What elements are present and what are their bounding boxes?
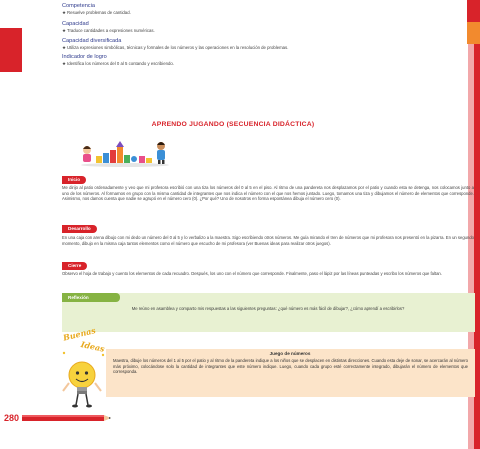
bullet-icon: ★	[62, 45, 66, 50]
capacity-div-block	[62, 38, 472, 50]
buenas-ideas-word1: Buenas	[62, 324, 97, 343]
child-right-icon	[157, 142, 165, 164]
reflection-box	[62, 293, 475, 332]
bullet-icon: ★	[62, 10, 66, 15]
competence-block	[62, 3, 462, 15]
bullet-icon: ★	[62, 28, 66, 33]
desarrollo-text: En una caja con arena dibujo con mi dedo un número del 0 al 5 y lo verbalizo a la maestra. Sigo escribiendo otros números. Me guía mirando el tren de números que mi profesora nos presentó en la pizarra. En un segundo momento, dibujo en la misma caja tantos elementos como el número que escucho de mi profesora (ver Buenas ideas para realizar otros juegos).	[62, 235, 474, 246]
cierre-text: Observo el hoja de trabajo y cuento los elementos de cada recuadro. Después, los uno con el número que corresponde. Finalmente, paso el lápiz por las líneas punteadas y escribo los números que faltan.	[62, 271, 442, 276]
reflection-label: Reflexión	[62, 293, 120, 302]
page-tab-marker	[0, 28, 22, 72]
competence-title: Competencia	[62, 3, 95, 9]
section-title: APRENDO JUGANDO (SECUENCIA DIDÁCTICA)	[151, 121, 315, 128]
indicator-item: ★Identifica los números del 0 al 5 contando y escribiendo.	[62, 61, 175, 66]
capacity-title: Capacidad	[62, 21, 89, 27]
child-left-icon	[83, 146, 91, 162]
inicio-label: Inicio	[62, 176, 86, 184]
cierre-label: Cierre	[62, 262, 87, 270]
capacity-div-item: ★Utiliza expresiones simbólicas, técnicas y formales de los números y las operaciones en la resolución de problemas.	[62, 45, 289, 50]
indicator-block	[62, 54, 462, 66]
competence-item: ★Resuelve problemas de cantidad.	[62, 10, 131, 15]
desarrollo-label: Desarrollo	[62, 225, 97, 233]
inicio-text: Me dirijo al patio ordenadamente y veo que mi profesora escribió con una tiza los números del 0 al 5 en el piso. Al ritmo de una pandereta nos desplazamos por el patio y cuando esta se detenga, nos colocamos junto a uno de los números. Al formarnos en grupo con la misma cantidad de integrantes que nos indica el número con el que nos hemos juntado. Luego, tomamos una tiza y dibujamos el número de elementos que corresponde. Asimismo, nos damos cuenta que nadie se agrupó en el número cero (0). ¿Por qué? Uno de nosotros en forma espontánea dibuja el número cero (0).	[62, 185, 474, 201]
game-text: Maestra, dibuje los números del 1 al 5 por el patio y al ritmo de la pandereta indique a los niños que se desplacen en distintas direcciones. Cuando esta deje de sonar, se acercarán al número más próximo, colocándose solo la cantidad de integrantes que este número indique. Luego, cuando cada grupo esté correctamente integrado, dibujarán el número de elementos que corresponda.	[113, 358, 468, 375]
capacity-div-title: Capacidad diversificada	[62, 38, 122, 44]
lightbulb-icon	[63, 362, 101, 408]
capacity-block	[62, 21, 462, 33]
bullet-icon: ★	[62, 61, 66, 66]
capacity-item: ★Traduce cantidades a expresiones numéricas.	[62, 28, 155, 33]
indicator-title: Indicador de logro	[62, 54, 107, 60]
game-title: Juego de números	[269, 351, 311, 356]
buenas-ideas-word2: Ideas	[79, 339, 106, 354]
page-number: 280	[4, 413, 20, 423]
reflection-text: Me reúno en asamblea y comparto mis respuestas a las siguientes preguntas: ¿qué número es más fácil de dibujar?, ¿cómo aprendí a escribirlos?	[131, 306, 405, 311]
kids-blocks-illustration	[80, 137, 170, 167]
